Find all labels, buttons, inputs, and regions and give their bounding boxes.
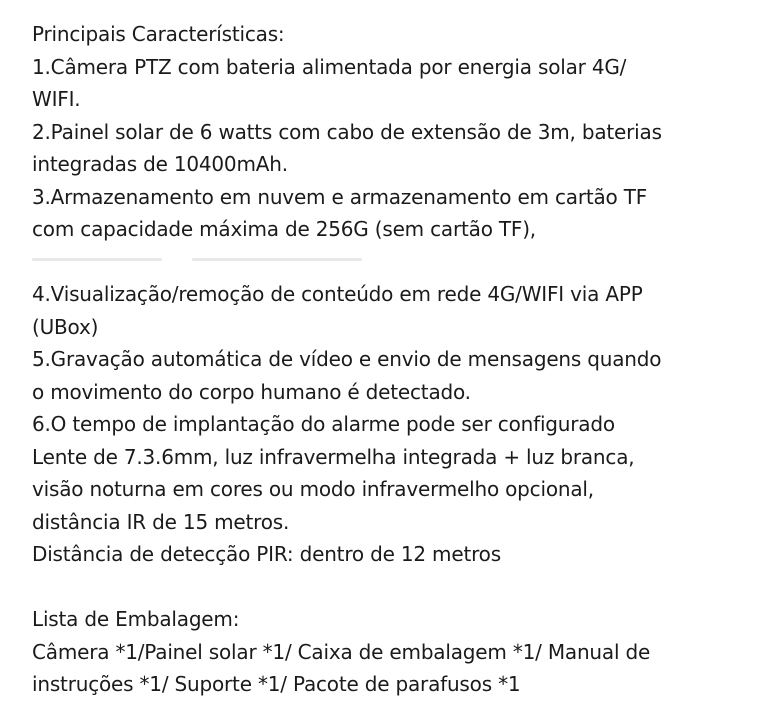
feature-2-line-2: integradas de 10400mAh.	[32, 152, 288, 176]
feature-3-line-2: com capacidade máxima de 256G (sem cartão TF),	[32, 217, 536, 241]
faded-line-artifact	[32, 246, 752, 279]
feature-3-line-1: 3.Armazenamento em nuvem e armazenamento em cartão TF	[32, 184, 648, 209]
faded-mark	[32, 258, 162, 261]
package-list-line-1: Câmera *1/Painel solar *1/ Caixa de embalagem *1/ Manual de	[32, 639, 651, 664]
feature-2-line-1: 2.Painel solar de 6 watts com cabo de extensão de 3m, baterias	[32, 119, 662, 144]
lens-spec-line: Lente de 7.3.6mm, luz infravermelha integrada + luz branca,	[32, 444, 635, 469]
pir-distance-line: Distância de detecção PIR: dentro de 12 metros	[32, 542, 501, 566]
faded-mark	[192, 258, 362, 261]
feature-4-line-1: 4.Visualização/remoção de conteúdo em rede 4G/WIFI via APP	[32, 282, 643, 306]
night-vision-line: visão noturna em cores ou modo infravermelho opcional,	[32, 477, 594, 501]
feature-5-line-2: o movimento do corpo humano é detectado.	[32, 379, 471, 404]
package-list-line-2: instruções *1/ Suporte *1/ Pacote de parafusos *1	[32, 672, 521, 696]
feature-1-line-1: 1.Câmera PTZ com bateria alimentada por energia solar 4G/	[32, 54, 627, 79]
blank-line	[32, 571, 752, 604]
ir-distance-line: distância IR de 15 metros.	[32, 509, 290, 534]
product-description	[32, 18, 752, 701]
feature-4-line-2: (UBox)	[32, 314, 99, 339]
section-heading-package: Lista de Embalagem:	[32, 607, 240, 631]
section-heading-features: Principais Características:	[32, 22, 285, 46]
feature-1-line-2: WIFI.	[32, 87, 81, 111]
feature-5-line-1: 5.Gravação automática de vídeo e envio de mensagens quando	[32, 347, 662, 371]
feature-6-line-1: 6.O tempo de implantação do alarme pode ser configurado	[32, 412, 615, 436]
